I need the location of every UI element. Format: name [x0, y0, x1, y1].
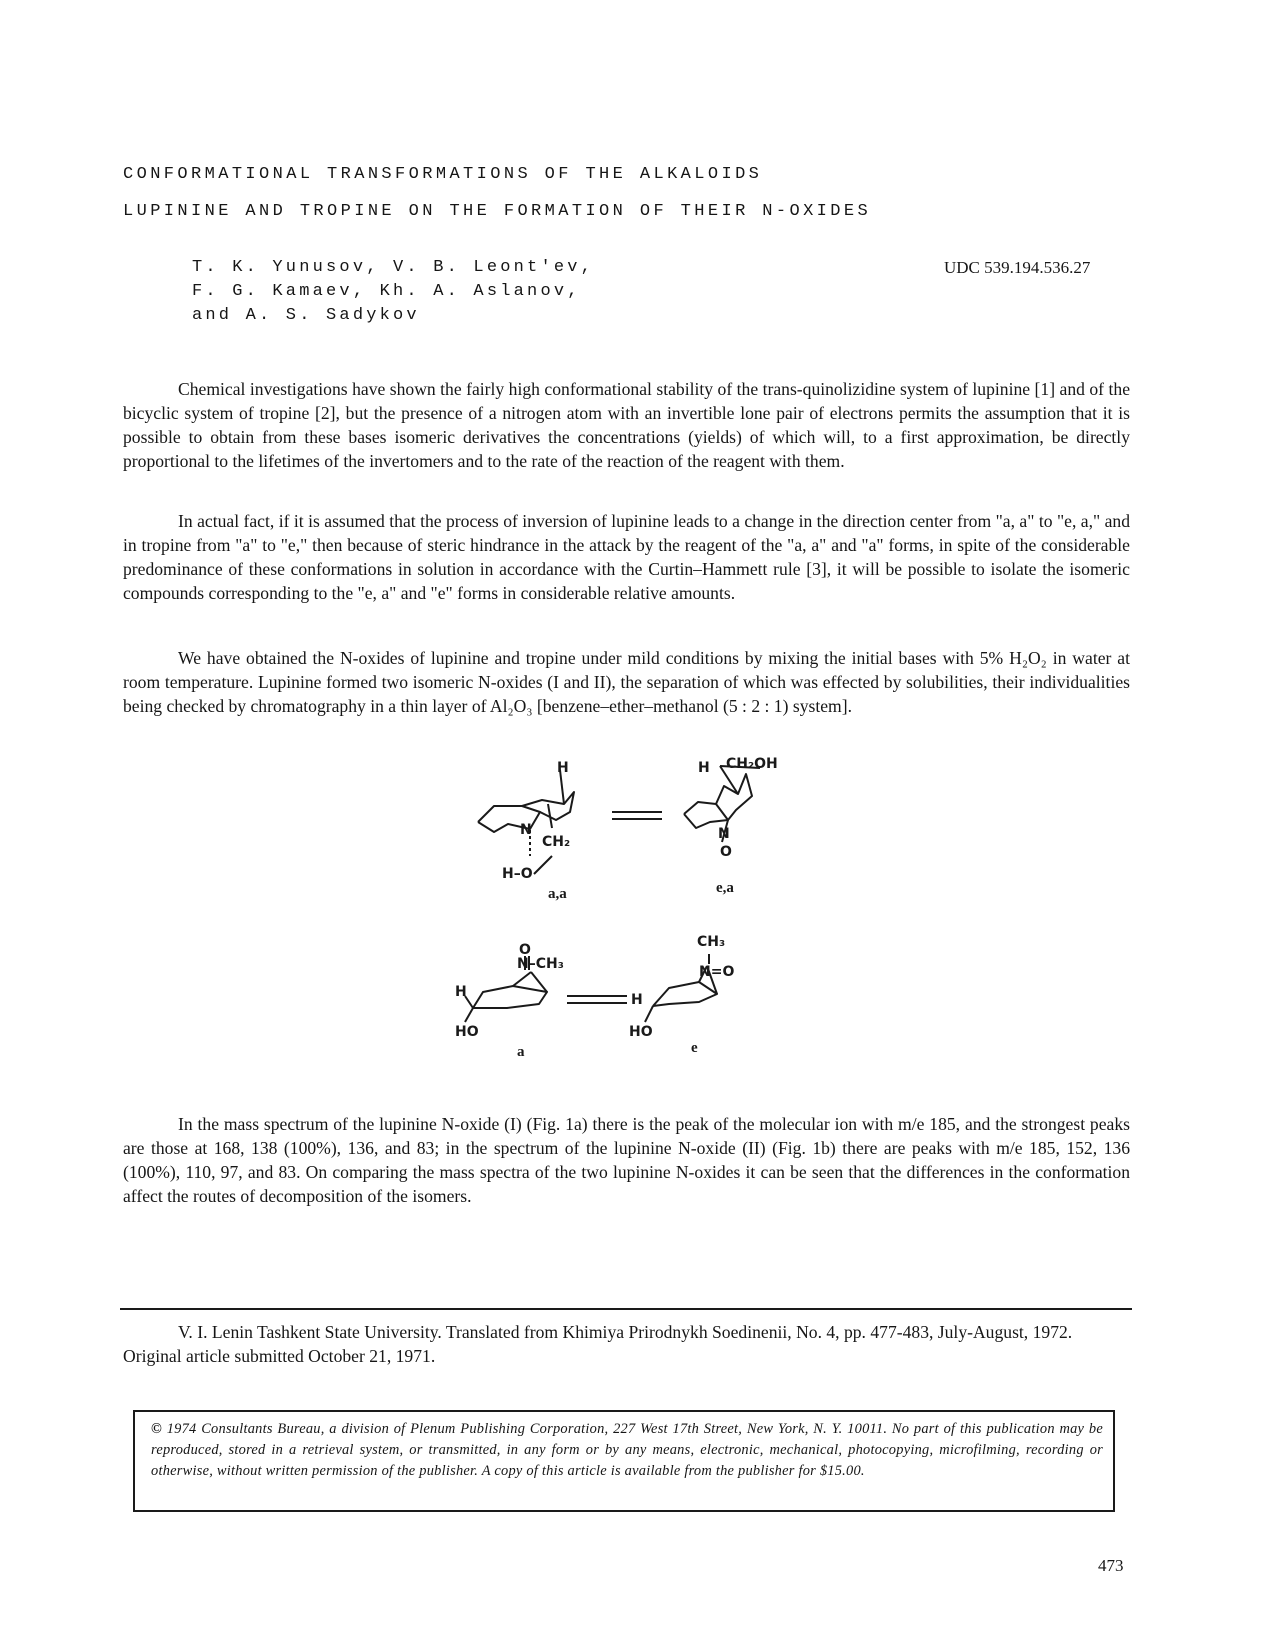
copyright-text: 1974 Consultants Bureau, a division of Plenum Publishing Corporation, 227 West 17th Street, New York, N. Y. 10011. No part of this publication may be reproduced, stored in a retrieval system, or transmitted, in any form or by any means, electronic, mechanical, photocopying, microfilming, recording or otherwise, without written permission of the publisher. A copy of this article is available from the publisher for $15.00.: [151, 1421, 1103, 1479]
lupinine-h-top: H: [557, 760, 569, 776]
lupinine-ea-ring-a: [684, 802, 728, 828]
lupinine-o-right: O: [720, 844, 732, 860]
lupinine-ch2oh-label: CH₂OH: [726, 756, 778, 772]
paragraph-1: Chemical investigations have shown the fairly high conformational stability of the trans-quinolizidine system of lupinine [1] and of the bicyclic system of tropine [2], but the presence of a nitrogen atom with an invertible lone pair of electrons permits the assumption that it is possible to obtain from these bases isomeric derivatives the concentrations (yields) of which will, to a first approximation, be directly proportional to the lifetimes of the invertomers and to the rate of the reaction of the reagent with them.: [123, 379, 1130, 471]
tropine-h-left: H: [455, 984, 467, 1000]
lupinine-caption-ea: e,a: [716, 880, 734, 896]
paragraph-4: In the mass spectrum of the lupinine N-oxide (I) (Fig. 1a) there is the peak of the molecular ion with m/e 185, and the strongest peaks are those at 168, 138 (100%), 136, and 83; in the spectrum of the lupinine N-oxide (II) (Fig. 1b) there are peaks with m/e 185, 152, 136 (100%), 110, 97, and 83. On comparing the mass spectra of the two lupinine N-oxides it can be seen that the differences in the conformation affect the routes of decomposition of the isomers.: [123, 1114, 1130, 1206]
paragraph-3: We have obtained the N-oxides of lupinine and tropine under mild conditions by mixing the initial bases with 5% H₂O₂ in water at room temperature. Lupinine formed two isomeric N-oxides (I and II), the separation of which was effected by solubilities, their individualities being checked by chromatography in a thin layer of Al₂O₃ [benzene–ether–methanol (5 : 2 : 1) system].: [123, 648, 1130, 716]
lupinine-n-right: N: [718, 826, 730, 842]
tropine-o-top: O: [519, 942, 531, 958]
lupinine-n-label: N: [520, 822, 532, 838]
tropine-e-ring: [653, 982, 717, 1006]
udc-code: UDC 539.194.536.27: [944, 258, 1091, 277]
footnote-divider: [120, 1308, 1132, 1310]
tropine-n-right: N=O: [699, 964, 735, 980]
lupinine-ho-label: H–O: [502, 866, 533, 882]
lupinine-caption-aa: a,a: [548, 886, 567, 902]
tropine-n-ch3: N–CH₃: [517, 956, 564, 972]
copyright-mark: ©: [151, 1421, 163, 1437]
lupinine-conformer-scheme: [470, 756, 810, 902]
lupinine-h-right: H: [698, 760, 710, 776]
tropine-h-right: H: [631, 992, 643, 1008]
paragraph-2: In actual fact, if it is assumed that the process of inversion of lupinine leads to a change in the direction center from "a, a" to "e, a," and in tropine from "a" to "e," then because of steric hindrance in the attack by the reagent of the "a, a" and "a" forms, in spite of the considerable predominance of these conformations in solution in accordance with the Curtin–Hammett rule [3], it will be possible to isolate the isomeric compounds corresponding to the "e, a" and "e" forms in considerable relative amounts.: [123, 511, 1130, 603]
footnote: V. I. Lenin Tashkent State University. Translated from Khimiya Prirodnykh Soedinenii, No. 4, pp. 477-483, July-August, 1972. Original article submitted October 21, 1971.: [123, 1322, 1073, 1366]
tropine-ch3-right: CH₃: [697, 934, 726, 950]
tropine-caption-a: a: [517, 1044, 525, 1060]
title-line-1: CONFORMATIONAL TRANSFORMATIONS OF THE ALKALOIDS: [123, 165, 763, 184]
page-number: 473: [1098, 1556, 1124, 1575]
authors-line-2: F. G. Kamaev, Kh. A. Aslanov,: [192, 282, 581, 301]
lupinine-ch2-label: CH₂: [542, 834, 571, 850]
tropine-a-ring: [473, 986, 547, 1008]
tropine-ho-left: HO: [455, 1024, 479, 1040]
authors-line-1: T. K. Yunusov, V. B. Leont'ev,: [192, 258, 595, 277]
copyright-notice: [133, 1410, 1115, 1512]
lupinine-ea-ring-b: [716, 774, 752, 820]
authors-line-3: and A. S. Sadykov: [192, 306, 420, 325]
tropine-ho-right: HO: [629, 1024, 653, 1040]
tropine-conformer-scheme: [455, 934, 765, 1096]
tropine-caption-e: e: [691, 1040, 698, 1056]
title-line-2: LUPININE AND TROPINE ON THE FORMATION OF THEIR N-OXIDES: [123, 202, 872, 221]
